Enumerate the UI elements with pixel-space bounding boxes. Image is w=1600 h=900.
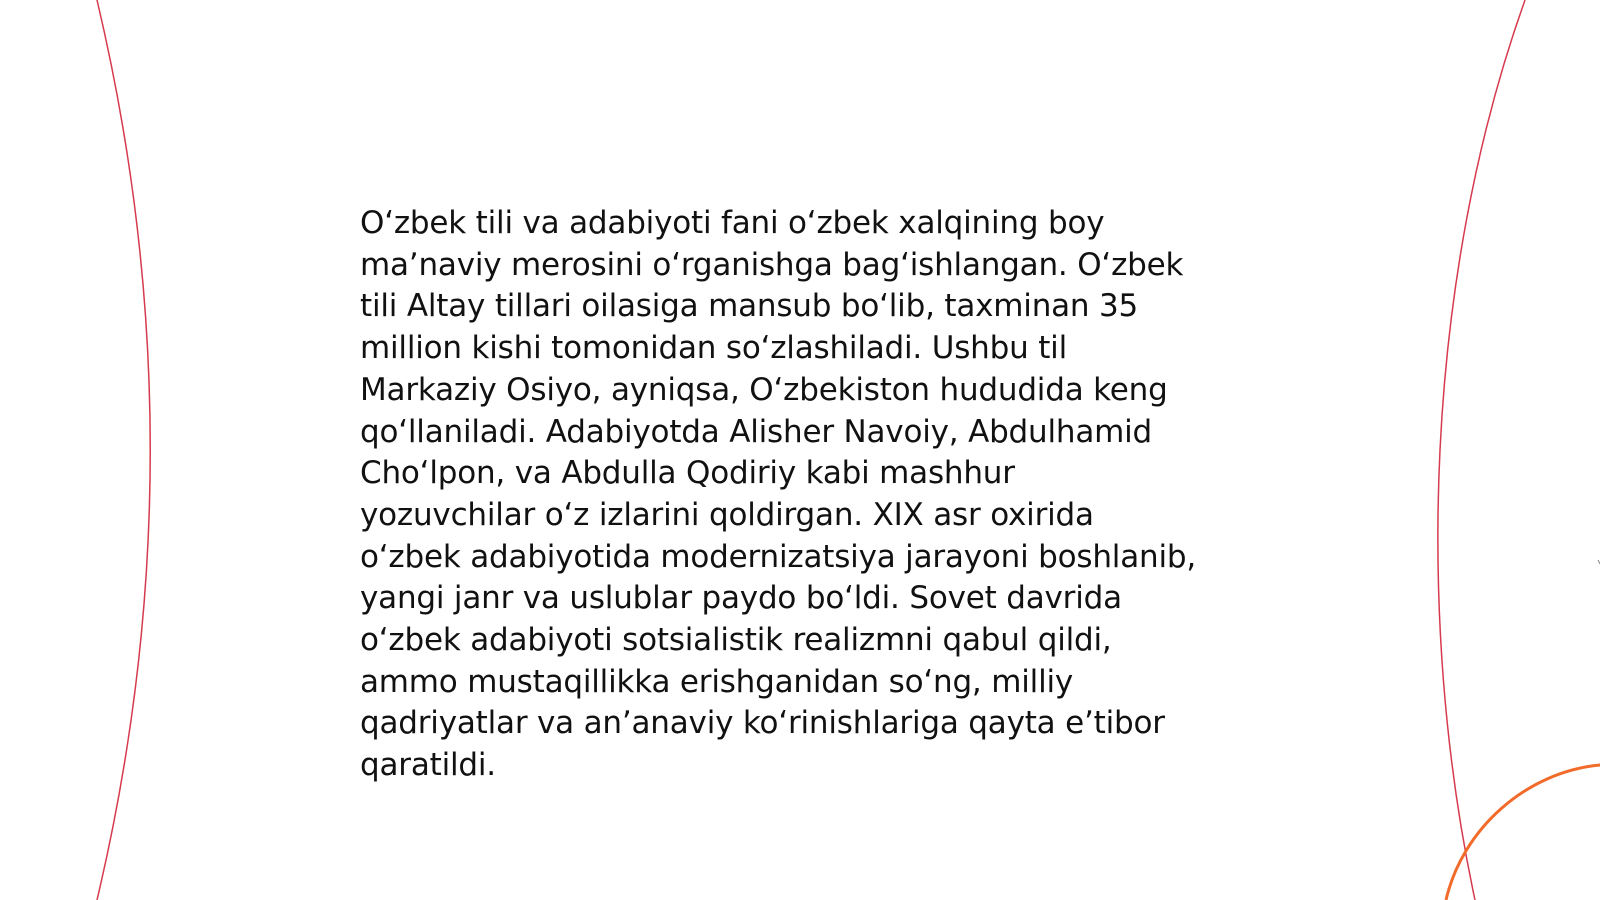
paragraph-line: yangi janr va uslublar paydo bo‘ldi. Sovet davrida — [360, 580, 1122, 617]
bottom-right-arc — [1446, 765, 1600, 900]
paragraph-line: Cho‘lpon, va Abdulla Qodiriy kabi mashhur — [360, 455, 1015, 492]
paragraph-line: yozuvchilar o‘z izlarini qoldirgan. XIX asr oxirida — [360, 496, 1094, 533]
paragraph-line: o‘zbek adabiyoti sotsialistik realizmni qabul qildi, — [360, 622, 1112, 659]
paragraph-line: Markaziy Osiyo, ayniqsa, O‘zbekiston hududida keng — [360, 371, 1168, 408]
left-curve-line — [97, 0, 150, 900]
paragraph-line: O‘zbek tili va adabiyoti fani o‘zbek xalqining boy — [360, 205, 1105, 241]
body-paragraph — [360, 203, 1260, 787]
paragraph-line: o‘zbek adabiyotida modernizatsiya jarayoni boshlanib, — [360, 538, 1196, 575]
right-curve-line — [1438, 0, 1525, 900]
paragraph-line: tili Altay tillari oilasiga mansub bo‘lib, taxminan 35 — [360, 288, 1139, 325]
paragraph-line: ma’naviy merosini o‘rganishga bag‘ishlangan. O‘zbek — [360, 246, 1184, 283]
paragraph-line: million kishi tomonidan so‘zlashiladi. Ushbu til — [360, 330, 1067, 367]
paragraph-line: qaratildi. — [360, 747, 496, 784]
paragraph-line: qadriyatlar va an’anaviy ko‘rinishlariga qayta e’tibor — [360, 705, 1165, 742]
paragraph-line: ammo mustaqillikka erishganidan so‘ng, milliy — [360, 663, 1074, 700]
paragraph-line: qo‘llaniladi. Adabiyotda Alisher Navoiy, Abdulhamid — [360, 413, 1153, 450]
